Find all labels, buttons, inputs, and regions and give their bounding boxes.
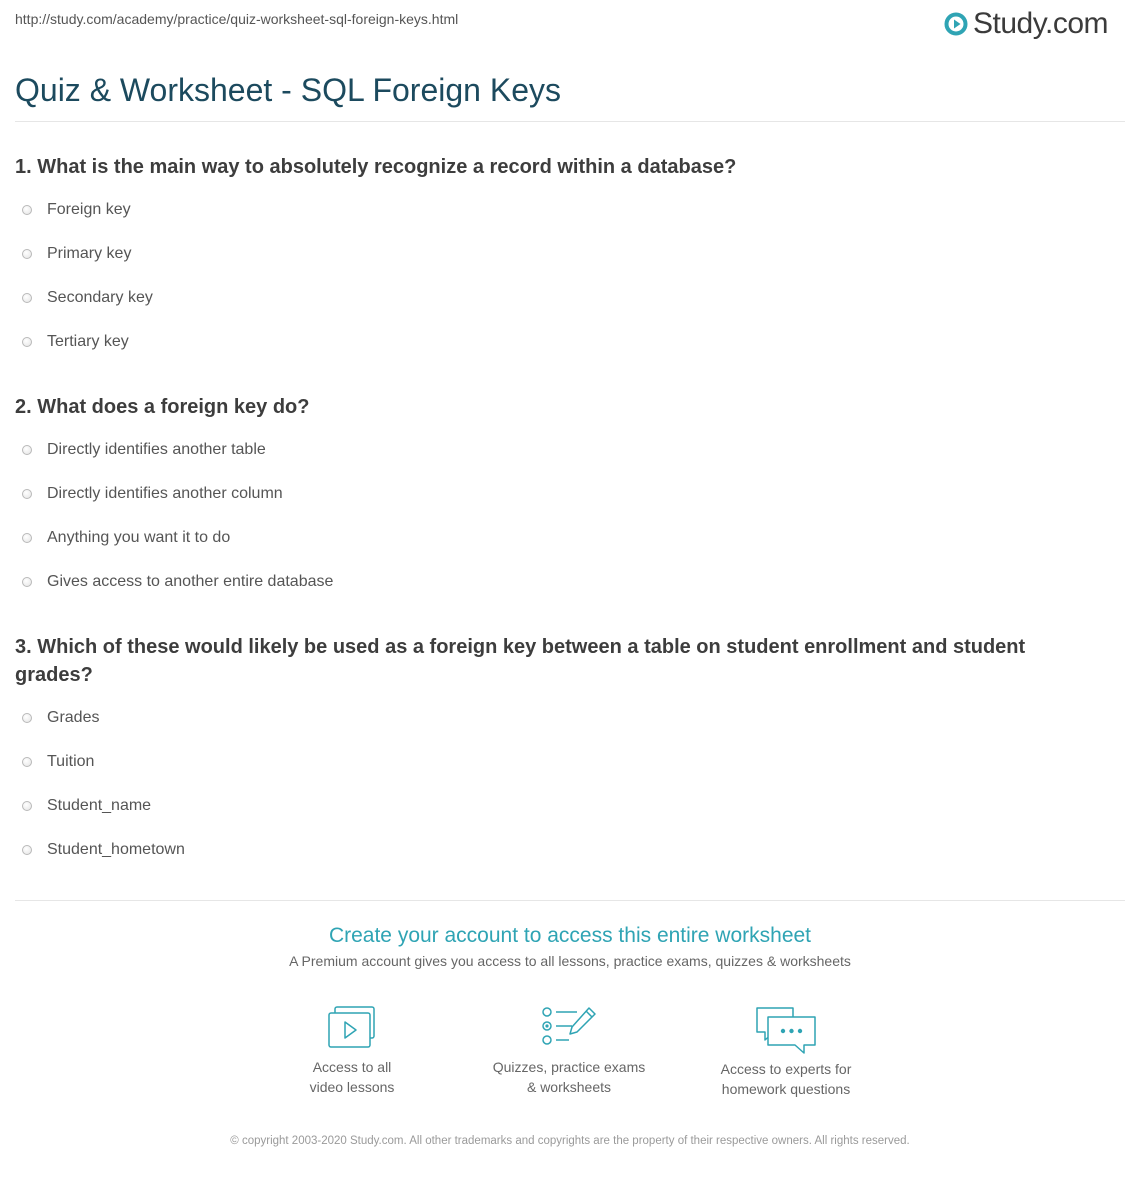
- option-label: Foreign key: [47, 201, 131, 218]
- question-3-option-4[interactable]: [22, 839, 185, 861]
- question-2: 2. What does a foreign key do?: [15, 396, 310, 418]
- feature-label: Access to experts for homework questions: [720, 1061, 852, 1097]
- create-account-link[interactable]: Create your account to access this entire worksheet: [328, 924, 812, 947]
- cta-subtitle: A Premium account gives you access to all lessons, practice exams, quizzes & worksheets: [289, 953, 851, 969]
- quiz-checklist-icon: [541, 1005, 597, 1049]
- question-2-option-1[interactable]: [22, 439, 266, 461]
- option-label: Secondary key: [47, 289, 153, 306]
- copyright-notice: © copyright 2003-2020 Study.com. All other trademarks and copyrights are the property of their respective owners. All rights reserved.: [230, 1135, 910, 1147]
- feature-experts: [686, 1005, 886, 1099]
- option-label: Anything you want it to do: [47, 529, 231, 546]
- question-1-option-4[interactable]: [22, 331, 129, 353]
- question-3-option-1[interactable]: [22, 707, 99, 729]
- question-2-option-2[interactable]: [22, 483, 283, 505]
- question-2-option-4[interactable]: [22, 571, 333, 593]
- feature-video-lessons: [252, 1005, 452, 1097]
- video-lessons-icon: [326, 1005, 378, 1049]
- page-title: Quiz & Worksheet - SQL Foreign Keys: [15, 72, 561, 108]
- radio-button[interactable]: [22, 489, 32, 499]
- question-3-option-2[interactable]: [22, 751, 94, 773]
- option-label: Directly identifies another column: [47, 485, 283, 502]
- feature-quizzes: [469, 1005, 669, 1097]
- title-divider: [15, 121, 1125, 122]
- option-label: Directly identifies another table: [47, 441, 266, 458]
- question-1-option-2[interactable]: [22, 243, 131, 265]
- radio-button[interactable]: [22, 445, 32, 455]
- feature-label: Access to all video lessons: [309, 1059, 395, 1095]
- radio-button[interactable]: [22, 337, 32, 347]
- radio-button[interactable]: [22, 293, 32, 303]
- radio-button[interactable]: [22, 577, 32, 587]
- question-3-option-3[interactable]: [22, 795, 151, 817]
- radio-button[interactable]: [22, 533, 32, 543]
- option-label: Grades: [47, 709, 100, 726]
- option-label: Gives access to another entire database: [47, 573, 334, 590]
- content-divider: [15, 900, 1125, 901]
- play-circle-icon: [944, 12, 968, 36]
- radio-button[interactable]: [22, 845, 32, 855]
- radio-button[interactable]: [22, 205, 32, 215]
- page-url: http://study.com/academy/practice/quiz-worksheet-sql-foreign-keys.html: [15, 11, 459, 27]
- study-logo[interactable]: [944, 6, 1108, 42]
- option-label: Student_name: [47, 797, 152, 814]
- question-1: 1. What is the main way to absolutely recognize a record within a database?: [15, 156, 737, 178]
- option-label: Primary key: [47, 245, 132, 262]
- radio-button[interactable]: [22, 801, 32, 811]
- option-label: Student_hometown: [47, 841, 185, 858]
- radio-button[interactable]: [22, 757, 32, 767]
- question-2-option-3[interactable]: [22, 527, 230, 549]
- feature-label: Quizzes, practice exams & worksheets: [492, 1059, 646, 1095]
- question-1-option-3[interactable]: [22, 287, 153, 309]
- option-label: Tertiary key: [47, 333, 129, 350]
- question-3: 3. Which of these would likely be used as a foreign key between a table on student enrollment and student grades?: [15, 636, 1026, 686]
- question-1-option-1[interactable]: [22, 199, 131, 221]
- radio-button[interactable]: [22, 713, 32, 723]
- logo-text: Study.com: [973, 7, 1108, 40]
- option-label: Tuition: [47, 753, 95, 770]
- chat-bubbles-icon: [754, 1005, 818, 1055]
- radio-button[interactable]: [22, 249, 32, 259]
